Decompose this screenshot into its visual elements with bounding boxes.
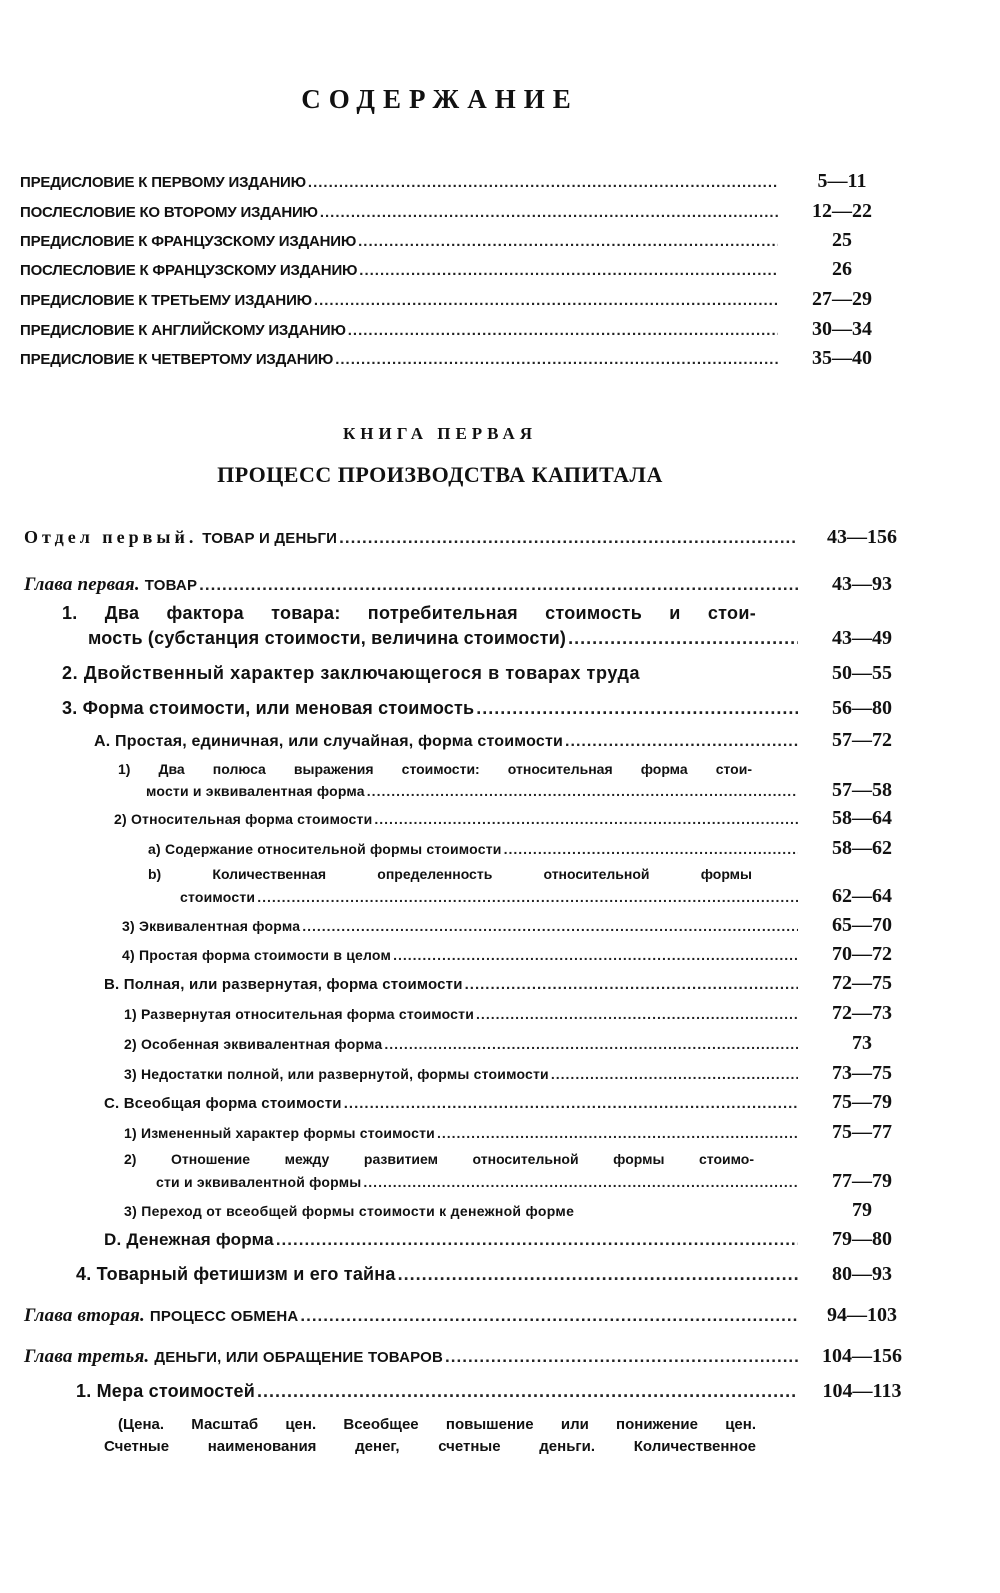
list-item: 3. Форма стоимости, или меновая стоимость ..... 56—80 xyxy=(0,697,1000,720)
list-item: ПРЕДИСЛОВИЕ К ТРЕТЬЕМУ ИЗДАНИЮ ..... 27—29 xyxy=(0,288,1000,311)
list-item: 3) Недостатки полной, или развернутой, формы стоимости ..... 73—75 xyxy=(0,1062,1000,1085)
book-title: ПРОЦЕСС ПРОИЗВОДСТВА КАПИТАЛА xyxy=(217,462,663,487)
list-item: 1) Развернутая относительная форма стоимости ..... 72—73 xyxy=(0,1002,1000,1025)
chapter-heading: Глава вторая. ПРОЦЕСС ОБМЕНА ..... 94—103 xyxy=(0,1304,1000,1327)
book-label: КНИГА ПЕРВАЯ xyxy=(342,424,538,443)
toc-note: (Цена. Масштаб цен. Всеобщее повышение или понижение цен. Счетные наименования денег, счетные деньги. Количественное xyxy=(104,1416,756,1455)
list-item: C. Всеобщая форма стоимости ..... 75—79 xyxy=(0,1091,1000,1114)
list-item: ПРЕДИСЛОВИЕ К АНГЛИЙСКОМУ ИЗДАНИЮ ..... 30—34 xyxy=(0,318,1000,341)
list-item: А. Простая, единичная, или случайная, форма стоимости ..... 57—72 xyxy=(0,729,1000,752)
list-item: мость (субстанция стоимости, величина стоимости) ..... 43—49 xyxy=(0,627,1000,650)
list-item: сти и эквивалентной формы ..... 77—79 xyxy=(0,1170,1000,1193)
list-item: a) Содержание относительной формы стоимости ..... 58—62 xyxy=(0,837,1000,860)
list-item: 3) Эквивалентная форма ..... 65—70 xyxy=(0,914,1000,937)
chapter-heading: Глава первая. ТОВАР ..... 43—93 xyxy=(0,573,1000,596)
list-item: 2. Двойственный характер заключающегося в товарах труда 50—55 xyxy=(62,662,892,684)
chapter-heading: Глава третья. ДЕНЬГИ, ИЛИ ОБРАЩЕНИЕ ТОВАРОВ ..... 104—156 xyxy=(0,1345,1000,1368)
list-item: D. Денежная форма ..... 79—80 xyxy=(0,1228,1000,1251)
list-item: ПРЕДИСЛОВИЕ К ПЕРВОМУ ИЗДАНИЮ ..... 5—11 xyxy=(0,170,1000,193)
toc-entry-multiline: 1. Два фактора товара: потребительная стоимость и стои- xyxy=(62,603,756,623)
list-item: B. Полная, или развернутая, форма стоимости ..... 72—75 xyxy=(0,972,1000,995)
list-item: ПРЕДИСЛОВИЕ К ЧЕТВЕРТОМУ ИЗДАНИЮ ..... 35—40 xyxy=(0,347,1000,370)
toc-entry-multiline: 2) Отношение между развитием относительной формы стоимо- xyxy=(124,1151,754,1167)
list-item: ПРЕДИСЛОВИЕ К ФРАНЦУЗСКОМУ ИЗДАНИЮ ..... 25 xyxy=(0,229,1000,252)
list-item: 1) Измененный характер формы стоимости ..... 75—77 xyxy=(0,1121,1000,1144)
list-item: 2) Относительная форма стоимости ..... 58—64 xyxy=(0,807,1000,830)
toc-entry-multiline: 1) Два полюса выражения стоимости: относительная форма стои- xyxy=(118,761,752,777)
list-item: 4. Товарный фетишизм и его тайна ..... 80—93 xyxy=(0,1263,1000,1286)
section-heading: Отдел первый. ТОВАР И ДЕНЬГИ ..... 43—156 xyxy=(0,526,1000,549)
list-item: мости и эквивалентная форма ..... 57—58 xyxy=(0,779,1000,802)
list-item: ПОСЛЕСЛОВИЕ К ФРАНЦУЗСКОМУ ИЗДАНИЮ ..... 26 xyxy=(0,258,1000,281)
list-item: ПОСЛЕСЛОВИЕ КО ВТОРОМУ ИЗДАНИЮ ..... 12—22 xyxy=(0,200,1000,223)
list-item: стоимости ..... 62—64 xyxy=(0,885,1000,908)
page-title: СОДЕРЖАНИЕ xyxy=(301,84,579,114)
list-item: 1. Мера стоимостей ..... 104—113 xyxy=(0,1380,1000,1403)
list-item: 2) Особенная эквивалентная форма ..... 73 xyxy=(0,1032,1000,1055)
toc-entry-multiline: b) Количественная определенность относительной формы xyxy=(148,866,752,882)
list-item: 4) Простая форма стоимости в целом ..... 70—72 xyxy=(0,943,1000,966)
list-item: 3) Переход от всеобщей формы стоимости к денежной форме 79 xyxy=(124,1199,872,1221)
